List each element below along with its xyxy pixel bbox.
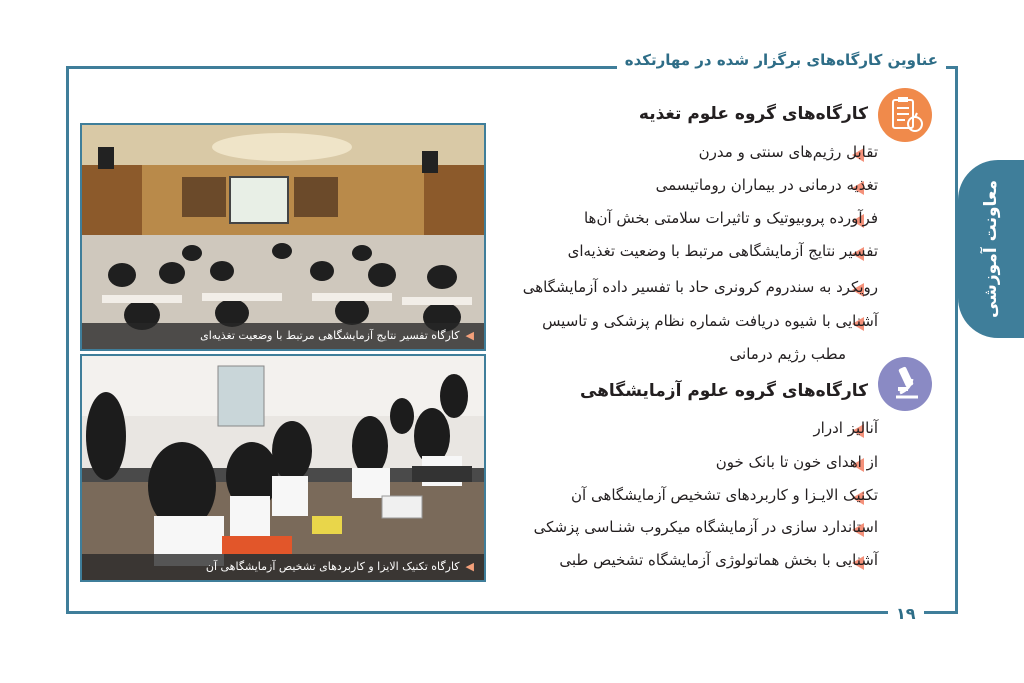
clipboard-apple-icon <box>878 88 932 142</box>
side-tab-label: معاونت آموزشی <box>981 179 1001 319</box>
photo-caption <box>82 554 484 580</box>
photo-seminar-hall <box>80 123 486 351</box>
page-number: ۱۹ <box>888 604 924 623</box>
caption-arrow-icon: ◀ <box>465 329 474 342</box>
caption-arrow-icon: ◀ <box>465 560 474 573</box>
photo-caption <box>82 323 484 349</box>
list-item: آنالیز ادرار <box>813 419 878 437</box>
list-item: آشنایی با شیوه دریافت شماره نظام پزشکی و تاسیس <box>542 312 878 330</box>
section-title-laboratory: کارگاه‌های گروه علوم آزمایشگاهی <box>579 381 868 401</box>
list-item: تغذیه درمانی در بیماران روماتیسمی <box>655 176 878 194</box>
list-item: رویکرد به سندروم کرونری حاد با تفسیر داده آزمایشگاهی <box>522 278 878 296</box>
seminar-hall-image <box>82 125 484 349</box>
side-tab <box>958 160 1024 338</box>
section-title-nutrition: کارگاه‌های گروه علوم تغذیه <box>638 104 868 124</box>
list-item-continuation: مطب رژیم درمانی <box>729 345 846 363</box>
list-item: آشنایی با بخش هماتولوژی آزمایشگاه تشخیص طبی <box>559 551 878 569</box>
list-item: تفسیر نتایج آزمایشگاهی مرتبط با وضعیت تغذیه‌ای <box>567 242 878 260</box>
list-item: تقابل رژیم‌های سنتی و مدرن <box>698 143 878 161</box>
list-item: تکنیک الایـزا و کاربردهای تشخیص آزمایشگاهی آن <box>571 486 878 504</box>
laboratory-image <box>82 356 484 580</box>
page-title: عناوین کارگاه‌های برگزار شده در مهارتکده <box>617 51 946 69</box>
list-item: فرآورده پروبیوتیک و تاثیرات سلامتی بخش آن‌ها <box>583 209 878 227</box>
list-item: استاندارد سازی در آزمایشگاه میکروب شنـاسی پزشکی <box>533 518 878 536</box>
list-item: از اهدای خون تا بانک خون <box>715 453 878 471</box>
microscope-icon <box>878 357 932 411</box>
caption-text: کارگاه تکنیک الایزا و کاربردهای تشخیص آزمایشگاهی آن <box>205 560 460 573</box>
caption-text: کارگاه تفسیر نتایج آزمایشگاهی مرتبط با وضعیت تغذیه‌ای <box>200 329 460 342</box>
photo-laboratory <box>80 354 486 582</box>
